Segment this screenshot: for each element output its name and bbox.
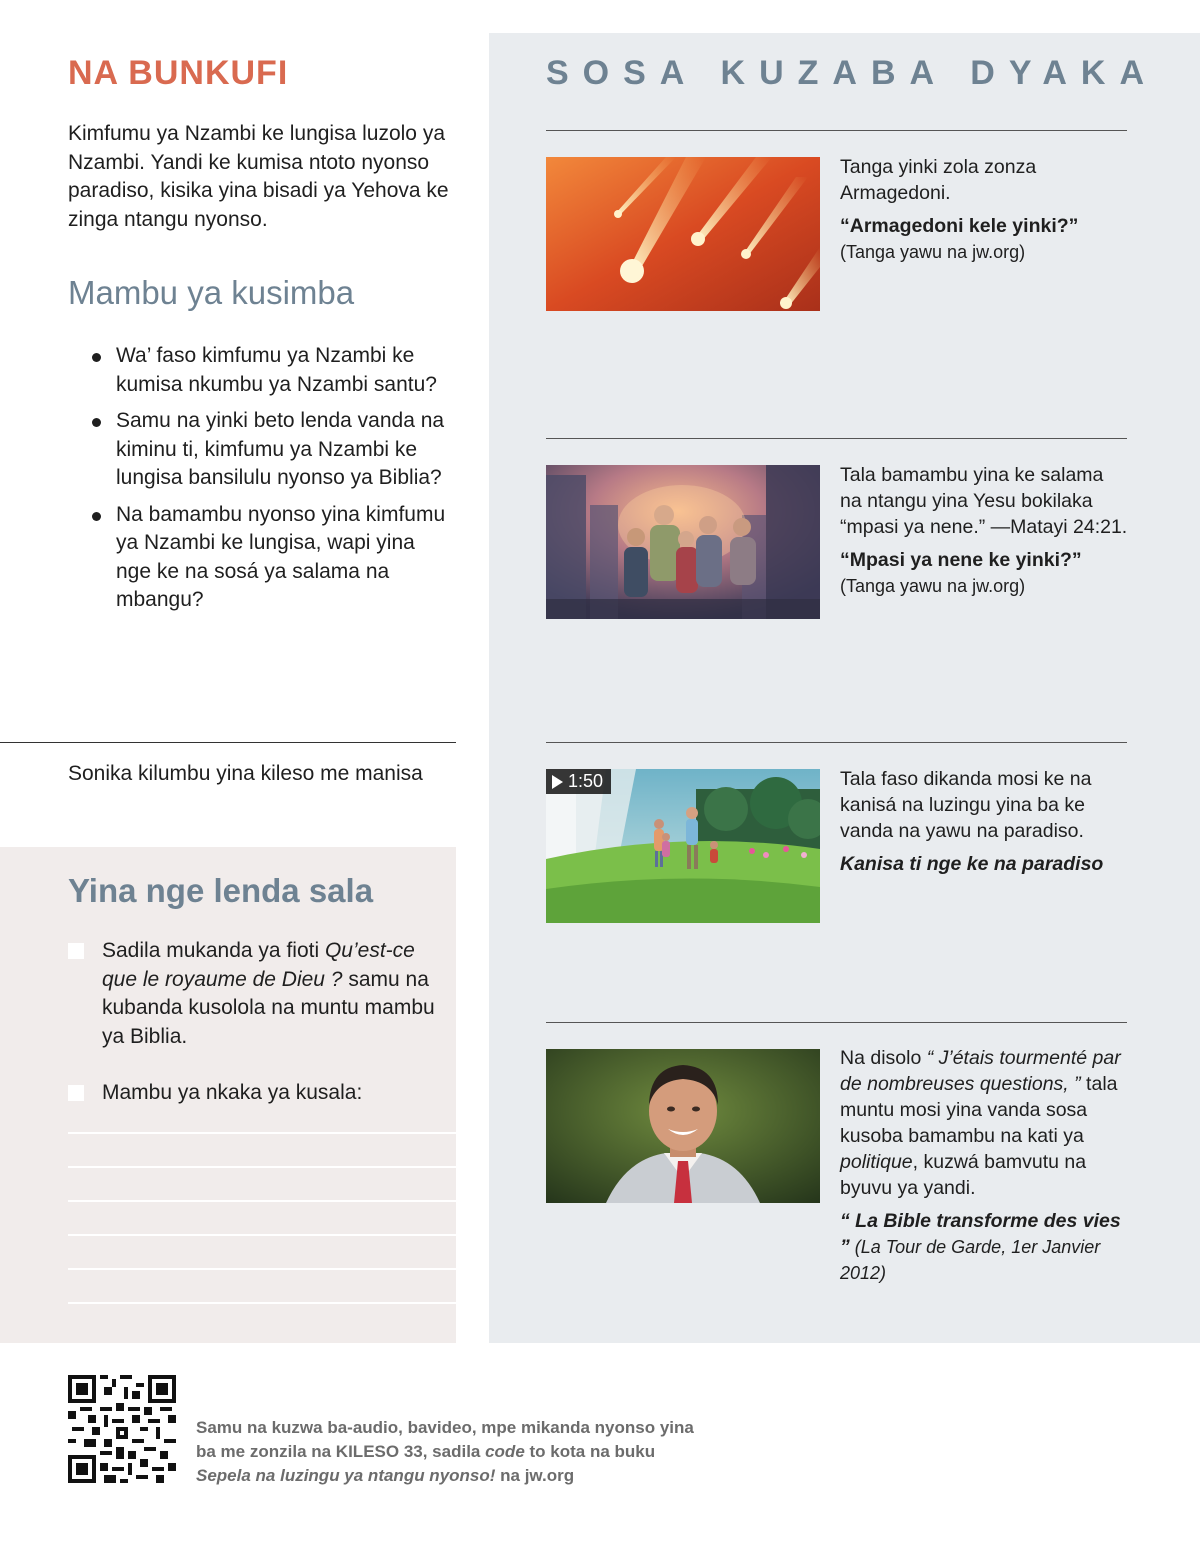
explore-heading: SOSA KUZABA DYAKA <box>546 54 1159 92</box>
text-part: , 1er Janvier 2012) <box>840 1237 1101 1283</box>
section-title: NA BUNKUFI <box>68 54 289 92</box>
todo-item <box>68 1079 438 1108</box>
summary-paragraph: Kimfumu ya Nzambi ke lungisa luzolo ya Nzambi. Yandi ke kumisa ntoto nyonso paradiso, kisika yina bisadi ya Yehova ke zinga ntangu nyonso. <box>68 122 449 231</box>
card-text <box>840 1045 1130 1286</box>
story-title: “ J’étais tourmenté par de nombreuses questions, ” <box>840 1047 1121 1095</box>
card-description: Tala bamambu yina ke salama na ntangu yina Yesu bokilaka “mpasi ya nene.” —Matayi 24:21. <box>840 464 1128 538</box>
article-link[interactable]: “Armagedoni kele yinki?” <box>840 215 1079 237</box>
review-list <box>92 342 452 623</box>
write-line[interactable] <box>68 1268 456 1270</box>
review-point-text: Na bamambu nyonso yina kimfumu ya Nzambi ke lungisa, wapi yina nge ke na sosá ya salama na mbangu? <box>116 502 446 611</box>
source-note <box>840 1237 1100 1283</box>
text-part: ( <box>849 1237 861 1257</box>
review-point-text: Wa’ faso kimfumu ya Nzambi ke kumisa nkumbu ya Nzambi santu? <box>116 344 437 396</box>
article-link[interactable]: “Mpasi ya nene ke yinki?” <box>840 549 1082 571</box>
bullet-icon <box>92 418 101 427</box>
card-description <box>840 1047 1121 1199</box>
todo-text-part: samu na kubanda kusolola na muntu mambu ya Biblia. <box>102 967 435 1048</box>
checkbox[interactable] <box>68 1085 84 1101</box>
man-portrait-image[interactable] <box>546 1049 820 1203</box>
text-part-italic: code <box>485 1442 525 1461</box>
play-icon <box>552 775 563 789</box>
brochure-title: Qu’est-ce que le royaume de Dieu ? <box>102 939 415 991</box>
card-text <box>840 462 1130 599</box>
write-line[interactable] <box>68 1234 456 1236</box>
text-part: to kota na buku <box>524 1442 656 1461</box>
meteor-image[interactable] <box>546 157 820 311</box>
todo-heading: Yina nge lenda sala <box>68 872 374 909</box>
text-part: Samu na kuzwa ba-audio, bavideo, mpe mikanda nyonso yina ba me zonzila na KILESO 33, sadila <box>196 1418 694 1461</box>
todo-item-text <box>68 937 438 1051</box>
family-image[interactable] <box>546 465 820 619</box>
article-reference <box>840 1208 1130 1286</box>
text-part: Na disolo <box>840 1047 927 1069</box>
bullet-icon <box>92 353 101 362</box>
review-heading: Mambu ya kusimba <box>68 274 355 311</box>
left-divider <box>0 742 456 743</box>
video-duration: 1:50 <box>568 771 604 791</box>
book-title: Sepela na luzingu ya ntangu nyonso! <box>196 1466 496 1485</box>
review-point <box>92 342 452 399</box>
source-note: (Tanga yawu na jw.org) <box>840 242 1026 262</box>
rule <box>546 742 1127 743</box>
write-line[interactable] <box>68 1132 456 1134</box>
video-duration-badge <box>546 769 611 794</box>
review-point-text: Samu na yinki beto lenda vanda na kiminu ti, kimfumu ya Nzambi ke lungisa bansilulu nyonso ya Biblia? <box>116 409 445 489</box>
card-description: Tanga yinki zola zonza Armagedoni. <box>840 156 1037 204</box>
write-line[interactable] <box>68 1166 456 1168</box>
footer-note <box>196 1416 696 1488</box>
todo-item <box>68 937 438 1051</box>
source-note: (Tanga yawu na jw.org) <box>840 576 1026 596</box>
write-line[interactable] <box>68 1200 456 1202</box>
magazine-title: La Tour de Garde <box>860 1237 1002 1257</box>
bullet-icon <box>92 512 101 521</box>
review-point <box>92 501 452 615</box>
rule <box>546 130 1127 131</box>
rule <box>546 438 1127 439</box>
card-text <box>840 766 1130 877</box>
write-line[interactable] <box>68 1302 456 1304</box>
text-part: , kuzwá bamvutu na byuvu ya yandi. <box>840 1151 1087 1199</box>
paradise-video-thumbnail[interactable] <box>546 769 820 923</box>
date-prompt[interactable]: Sonika kilumbu yina kileso me manisa <box>68 762 423 785</box>
review-point <box>92 407 452 493</box>
text-part-italic: politique <box>840 1151 913 1173</box>
article-link[interactable]: “ La Bible transforme des vies ” <box>840 1210 1121 1258</box>
video-link[interactable]: Kanisa ti nge ke na paradiso <box>840 853 1104 875</box>
todo-item-text: Mambu ya nkaka ya kusala: <box>102 1081 363 1104</box>
checkbox[interactable] <box>68 943 84 959</box>
card-description: Tala faso dikanda mosi ke na kanisá na luzingu yina ba ke vanda na yawu na paradiso. <box>840 768 1092 842</box>
qr-code-icon[interactable] <box>68 1375 176 1483</box>
rule <box>546 1022 1127 1023</box>
text-part: tala muntu mosi yina vanda sosa kusoba bamambu na kati ya <box>840 1073 1118 1147</box>
text-part: na jw.org <box>495 1466 575 1485</box>
todo-text-part: Sadila mukanda ya fioti <box>102 939 325 962</box>
card-text <box>840 154 1130 265</box>
